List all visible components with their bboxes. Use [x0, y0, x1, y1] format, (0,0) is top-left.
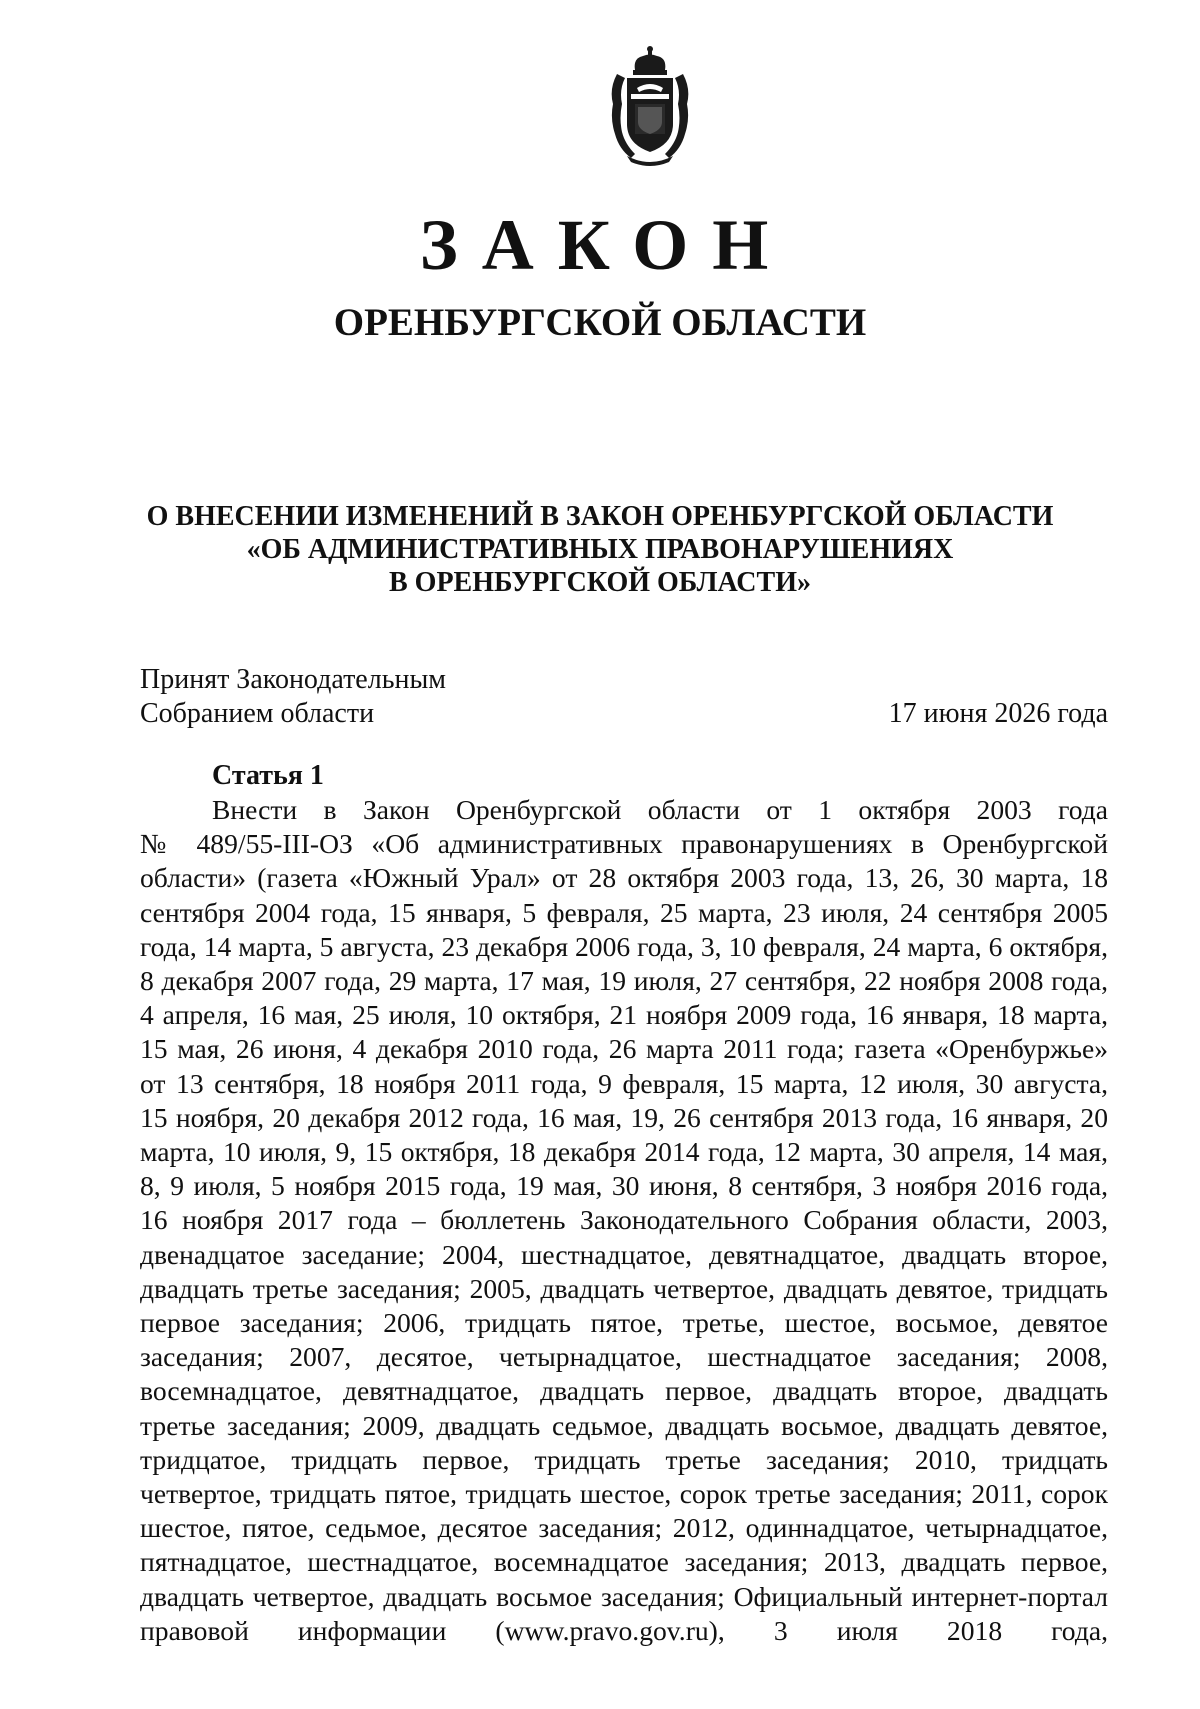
article-line: восемнадцатое, девятнадцатое, двадцать первое, двадцать второе, двадцать	[140, 1375, 1108, 1407]
article-heading: Статья 1	[212, 760, 324, 791]
adoption-line: Принят Законодательным	[140, 664, 446, 695]
article-line: 8 декабря 2007 года, 29 марта, 17 мая, 19 июля, 27 сентября, 22 ноября 2008 года,	[140, 965, 1108, 997]
article-line: двадцать четвертое, двадцать восьмое заседания; Официальный интернет-портал	[140, 1580, 1108, 1612]
article-line: сентября 2004 года, 15 января, 5 февраля, 25 марта, 23 июля, 24 сентября 2005	[140, 896, 1108, 928]
law-title-line: О ВНЕСЕНИИ ИЗМЕНЕНИЙ В ЗАКОН ОРЕНБУРГСКОЙ ОБЛАСТИ	[146, 501, 1054, 532]
article-line: области» (газета «Южный Урал» от 28 октября 2003 года, 13, 26, 30 марта, 18	[140, 862, 1108, 894]
shield-icon	[627, 78, 673, 152]
article-line: Внести в Закон Оренбургской области от 1 октября 2003 года	[212, 794, 1108, 825]
article-line: тридцатое, тридцать первое, тридцать третье заседания; 2010, тридцать	[140, 1443, 1108, 1475]
article-line: двенадцатое заседание; 2004, шестнадцатое, девятнадцатое, двадцать второе,	[140, 1238, 1108, 1270]
article-line: 15 ноября, 20 декабря 2012 года, 16 мая, 19, 26 сентября 2013 года, 16 января, 20	[140, 1101, 1108, 1133]
article-line: шестое, пятое, седьмое, десятое заседания; 2012, одиннадцатое, четырнадцатое,	[140, 1512, 1108, 1544]
law-title	[0, 500, 1200, 599]
article-line: четвертое, тридцать пятое, тридцать шестое, сорок третье заседания; 2011, сорок	[140, 1478, 1108, 1510]
adoption-line: Собранием области	[140, 698, 375, 729]
document-subtitle: ОРЕНБУРГСКОЙ ОБЛАСТИ	[333, 301, 867, 344]
article-line: 16 ноября 2017 года – бюллетень Законодательного Собрания области, 2003,	[140, 1204, 1108, 1236]
document-title: ЗАКОН	[419, 205, 793, 285]
article-line: № 489/55-III-ОЗ «Об административных правонарушениях в Оренбургской	[140, 828, 1108, 860]
article-line: от 13 сентября, 18 ноября 2011 года, 9 февраля, 15 марта, 12 июля, 30 августа,	[140, 1067, 1108, 1099]
adoption-note	[140, 663, 446, 731]
law-title-line: В ОРЕНБУРГСКОЙ ОБЛАСТИ»	[389, 567, 811, 598]
article-line: двадцать третье заседания; 2005, двадцать четвертое, двадцать девятое, тридцать	[140, 1272, 1108, 1304]
article-body	[140, 793, 1108, 1648]
article-line: заседания; 2007, десятое, четырнадцатое, шестнадцатое заседания; 2008,	[140, 1341, 1108, 1373]
adoption-date: 17 июня 2026 года	[888, 698, 1108, 729]
law-title-line: «ОБ АДМИНИСТРАТИВНЫХ ПРАВОНАРУШЕНИЯХ	[246, 534, 954, 565]
crown-icon	[633, 46, 667, 75]
article-line: марта, 10 июля, 9, 15 октября, 18 декабря 2014 года, 12 марта, 30 апреля, 14 мая,	[140, 1136, 1108, 1168]
article-line: 4 апреля, 16 мая, 25 июля, 10 октября, 21 ноября 2009 года, 16 января, 18 марта,	[140, 999, 1108, 1031]
article-line: третье заседания; 2009, двадцать седьмое, двадцать восьмое, двадцать девятое,	[140, 1409, 1108, 1441]
coat-of-arms-emblem	[607, 44, 693, 168]
article-line: пятнадцатое, шестнадцатое, восемнадцатое заседания; 2013, двадцать первое,	[140, 1546, 1108, 1578]
article-line: первое заседания; 2006, тридцать пятое, третье, шестое, восьмое, девятое	[140, 1307, 1108, 1339]
article-line: года, 14 марта, 5 августа, 23 декабря 2006 года, 3, 10 февраля, 24 марта, 6 октября,	[140, 930, 1108, 962]
article-line: правовой информации (www.pravo.gov.ru), 3 июля 2018 года,	[140, 1614, 1108, 1646]
article-line: 15 мая, 26 июня, 4 декабря 2010 года, 26 марта 2011 года; газета «Оренбуржье»	[140, 1033, 1108, 1065]
article-line: 8, 9 июля, 5 ноября 2015 года, 19 мая, 30 июня, 8 сентября, 3 ноября 2016 года,	[140, 1170, 1108, 1202]
